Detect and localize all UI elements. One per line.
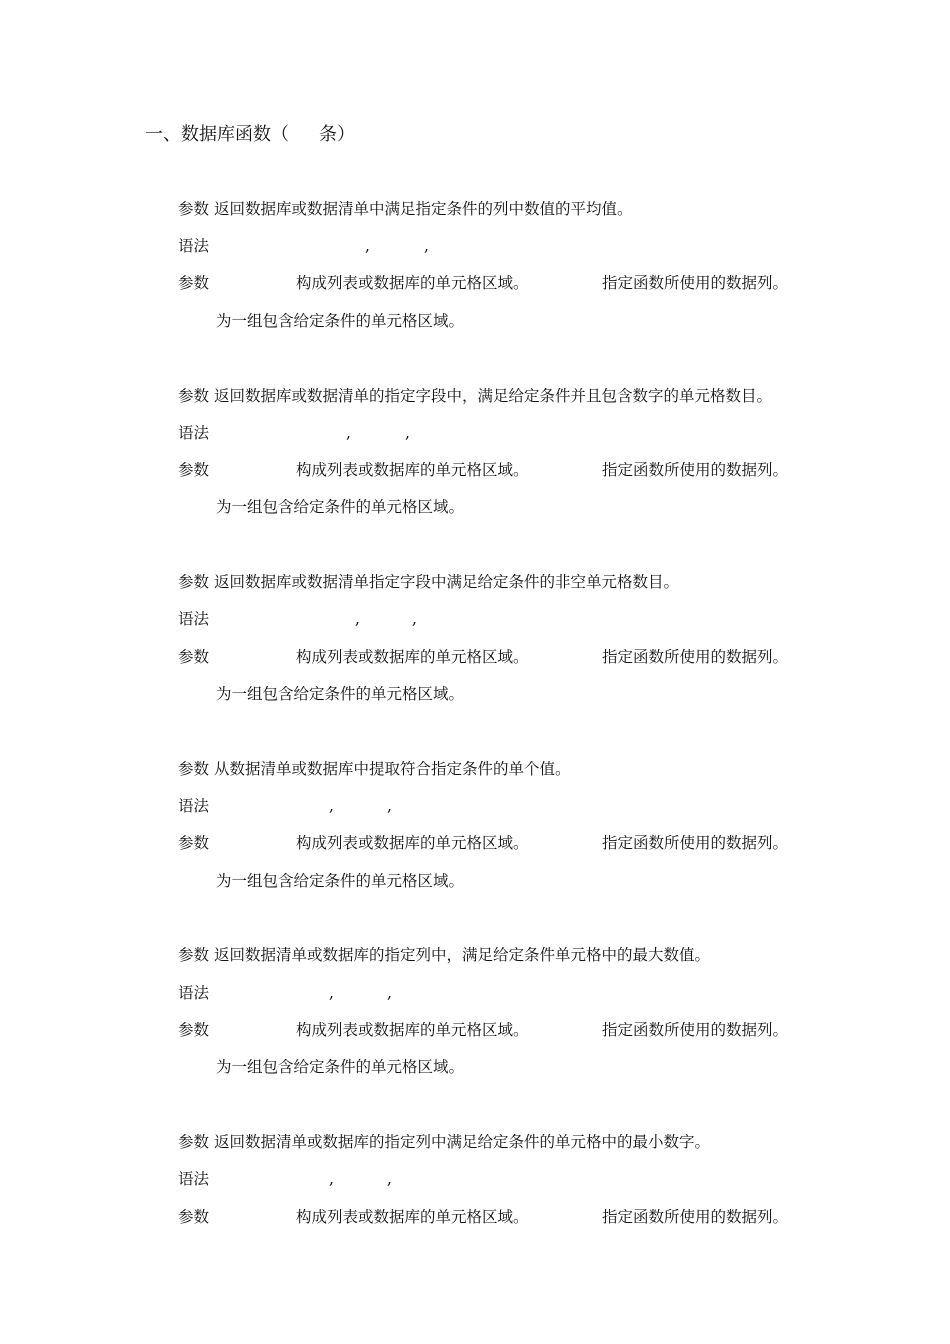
params-label: 参数 (178, 1208, 210, 1226)
param-criteria: 为一组包含给定条件的单元格区域。 (216, 685, 465, 703)
syntax-comma: , (365, 237, 370, 255)
params-label: 参数 (178, 834, 210, 852)
syntax-comma: , (387, 797, 392, 815)
heading-suffix: 条） (319, 124, 355, 145)
params-label: 参数 (178, 1021, 210, 1039)
syntax-comma: , (412, 610, 417, 628)
syntax-line (178, 236, 209, 256)
syntax-label: 语法 (178, 424, 210, 442)
syntax-label: 语法 (178, 1170, 210, 1188)
syntax-comma: , (387, 984, 392, 1002)
description-label: 参数 (178, 573, 210, 591)
syntax-comma: , (329, 797, 334, 815)
syntax-line (178, 423, 209, 443)
syntax-comma: , (424, 237, 429, 255)
syntax-comma: , (329, 1170, 334, 1188)
syntax-line (178, 983, 209, 1003)
param-field: 指定函数所使用的数据列。 (602, 648, 789, 666)
description-line (178, 386, 772, 406)
syntax-comma: , (405, 424, 410, 442)
description-label: 参数 (178, 387, 210, 405)
param-criteria: 为一组包含给定条件的单元格区域。 (216, 498, 465, 516)
params-label: 参数 (178, 648, 210, 666)
syntax-label: 语法 (178, 984, 210, 1002)
syntax-comma: , (346, 424, 351, 442)
param-database: 构成列表或数据库的单元格区域。 (296, 1021, 529, 1039)
description-label: 参数 (178, 946, 210, 964)
syntax-comma: , (355, 610, 360, 628)
param-field: 指定函数所使用的数据列。 (602, 834, 789, 852)
syntax-line (178, 1169, 209, 1189)
param-field: 指定函数所使用的数据列。 (602, 1021, 789, 1039)
description-text: 返回数据清单或数据库的指定列中，满足给定条件单元格中的最大数值。 (213, 946, 710, 964)
syntax-line (178, 609, 209, 629)
description-line (178, 759, 570, 779)
description-label: 参数 (178, 200, 210, 218)
param-database: 构成列表或数据库的单元格区域。 (296, 274, 529, 292)
description-text: 返回数据库或数据清单的指定字段中，满足给定条件并且包含数字的单元格数目。 (213, 387, 772, 405)
syntax-label: 语法 (178, 610, 210, 628)
param-database: 构成列表或数据库的单元格区域。 (296, 648, 529, 666)
heading-prefix: 一、数据库函数（ (145, 124, 289, 145)
syntax-line (178, 796, 209, 816)
param-criteria: 为一组包含给定条件的单元格区域。 (216, 872, 465, 890)
syntax-comma: , (329, 984, 334, 1002)
syntax-label: 语法 (178, 237, 210, 255)
description-line (178, 1132, 710, 1152)
param-field: 指定函数所使用的数据列。 (602, 1208, 789, 1226)
description-line (178, 572, 679, 592)
param-database: 构成列表或数据库的单元格区域。 (296, 1208, 529, 1226)
param-field: 指定函数所使用的数据列。 (602, 274, 789, 292)
syntax-label: 语法 (178, 797, 210, 815)
description-text: 从数据清单或数据库中提取符合指定条件的单个值。 (213, 760, 571, 778)
params-label: 参数 (178, 461, 210, 479)
description-line (178, 199, 632, 219)
description-label: 参数 (178, 1133, 210, 1151)
description-text: 返回数据清单或数据库的指定列中满足给定条件的单元格中的最小数字。 (213, 1133, 710, 1151)
params-label: 参数 (178, 274, 210, 292)
param-criteria: 为一组包含给定条件的单元格区域。 (216, 312, 465, 330)
param-criteria: 为一组包含给定条件的单元格区域。 (216, 1058, 465, 1076)
param-field: 指定函数所使用的数据列。 (602, 461, 789, 479)
description-text: 返回数据库或数据清单中满足指定条件的列中数值的平均值。 (213, 200, 633, 218)
description-line (178, 945, 710, 965)
param-database: 构成列表或数据库的单元格区域。 (296, 834, 529, 852)
description-text: 返回数据库或数据清单指定字段中满足给定条件的非空单元格数目。 (213, 573, 679, 591)
section-heading (145, 120, 355, 146)
param-database: 构成列表或数据库的单元格区域。 (296, 461, 529, 479)
syntax-comma: , (387, 1170, 392, 1188)
description-label: 参数 (178, 760, 210, 778)
